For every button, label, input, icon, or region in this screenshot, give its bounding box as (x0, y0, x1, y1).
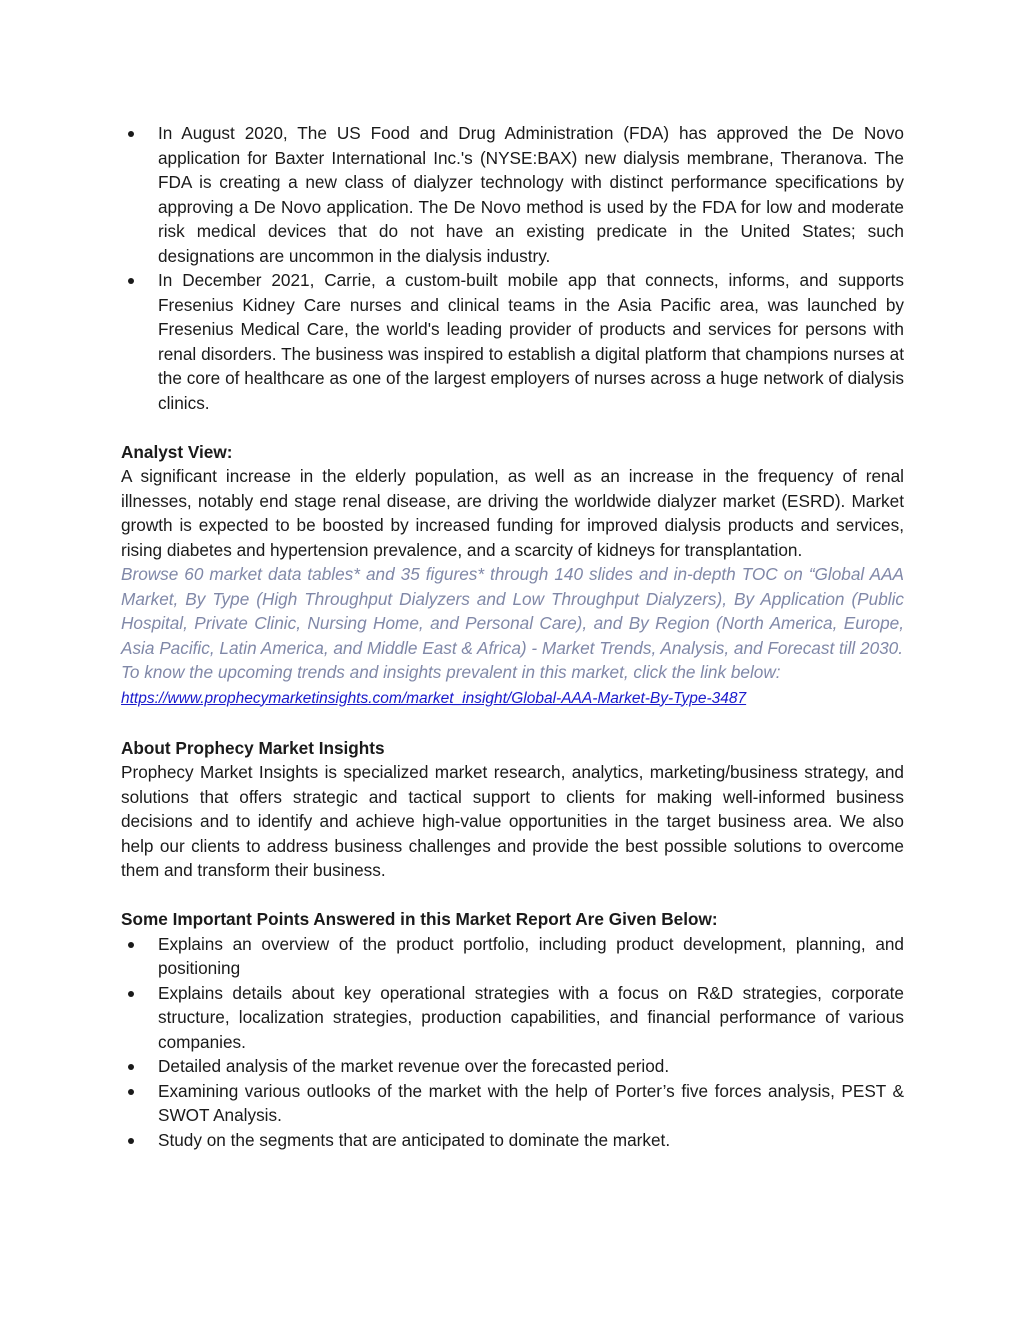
list-item-text: Detailed analysis of the market revenue over the forecasted period. (158, 1056, 670, 1076)
list-item (121, 981, 904, 1055)
list-item-text: In August 2020, The US Food and Drug Administration (FDA) has approved the De Novo application for Baxter International Inc.'s (NYSE:BAX) new dialysis membrane, Theranova. The FDA is creating a new class of dialyzer technology with distinct performance specifications by approving a De Novo application. The De Novo method is used by the FDA for low and moderate risk medical devices that do not have an existing predicate in the United States; such designations are uncommon in the dialysis industry. (158, 123, 904, 266)
points-heading: Some Important Points Answered in this Market Report Are Given Below: (121, 909, 718, 929)
points-bullet-list (121, 932, 904, 1153)
list-item-text: Study on the segments that are anticipated to dominate the market. (158, 1129, 671, 1150)
bullet-icon (128, 131, 134, 137)
about-body: Prophecy Market Insights is specialized market research, analytics, marketing/business strategy, and solutions that offers strategic and tactical support to clients for making well-informed business decisions and to identify and achieve high-value opportunities in the target business area. We also help our clients to address business challenges and provide the best possible solutions to overcome them and transform their business. (121, 762, 904, 880)
list-item-text: Examining various outlooks of the market with the help of Porter’s five forces analysis, PEST & SWOT Analysis. (158, 1080, 904, 1125)
report-promo-text: Browse 60 market data tables* and 35 figures* through 140 slides and in-depth TOC on “Global AAA Market, By Type (High Throughput Dialyzers and Low Throughput Dialyzers), By Application (Public Hospital, Private Clinic, Nursing Home, and Personal Care), and By Region (North America, Europe, Asia Pacific, Latin America, and Middle East & Africa) - Market Trends, Analysis, and Forecast till 2030. (121, 564, 904, 658)
report-link[interactable]: https://www.prophecymarketinsights.com/market_insight/Global-AAA-Market-By-Type-3487 (121, 689, 747, 707)
list-item-text: Explains details about key operational strategies with a focus on R&D strategies, corporate structure, localization strategies, production capabilities, and financial performance of various companies. (158, 982, 904, 1052)
document-page (121, 121, 904, 1152)
cta-text: To know the upcoming trends and insights prevalent in this market, click the link below: (121, 662, 781, 682)
list-item (121, 268, 904, 415)
news-bullet-list (121, 121, 904, 415)
list-item (121, 121, 904, 268)
bullet-icon (128, 942, 134, 948)
analyst-view-body: A significant increase in the elderly population, as well as an increase in the frequency of renal illnesses, notably end stage renal disease, are driving the worldwide dialyzer market (ESRD). Market growth is expected to be boosted by increased funding for improved dialysis products and services, rising diabetes and hypertension prevalence, and a scarcity of kidneys for transplantation. (121, 466, 904, 560)
bullet-icon (128, 278, 134, 284)
about-heading: About Prophecy Market Insights (121, 737, 385, 758)
bullet-icon (128, 1089, 134, 1095)
list-item (121, 1079, 904, 1128)
list-item-text: In December 2021, Carrie, a custom-built mobile app that connects, informs, and supports Fresenius Kidney Care nurses and clinical teams in the Asia Pacific area, was launched by Fresenius Medical Care, the world's leading provider of products and services for persons with renal disorders. The business was inspired to establish a digital platform that champions nurses at the core of healthcare as one of the largest employers of nurses across a huge network of dialysis clinics. (158, 270, 904, 413)
list-item-text: Explains an overview of the product portfolio, including product development, planning, and positioning (158, 933, 904, 978)
analyst-view-heading: Analyst View: (121, 441, 233, 462)
list-item (121, 932, 904, 981)
list-item (121, 1128, 904, 1153)
bullet-icon (128, 1064, 134, 1070)
list-item (121, 1054, 904, 1079)
bullet-icon (128, 1138, 134, 1144)
bullet-icon (128, 991, 134, 997)
